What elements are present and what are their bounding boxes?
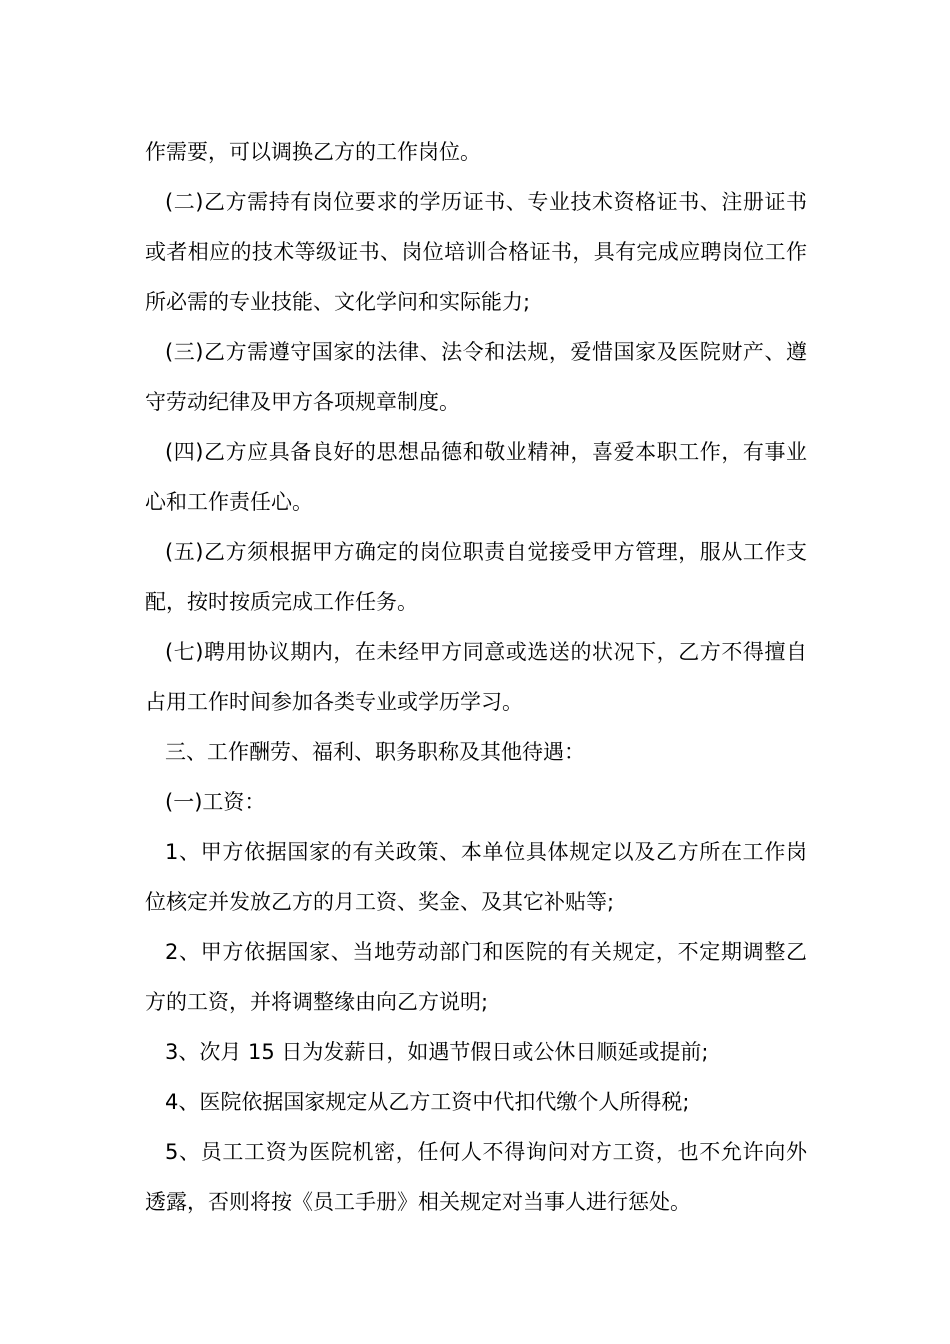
- wage-clause-4: 4、医院依据国家规定从乙方工资中代扣代缴个人所得税;: [165, 1090, 690, 1114]
- wage-clause-5: 5、员工工资为医院机密，任何人不得询问对方工资，也不允许向外透露，否则将按《员工手册》相关规定对当事人进行惩处。: [145, 1140, 807, 1214]
- section-heading-3: 三、工作酬劳、福利、职务职称及其他待遇：: [165, 740, 585, 764]
- wage-clause-3: 3、次月 15 日为发薪日，如遇节假日或公休日顺延或提前;: [165, 1040, 709, 1064]
- document-body: [145, 127, 807, 1227]
- paragraph-item-7: (七)聘用协议期内，在未经甲方同意或选送的状况下，乙方不得擅自占用工作时间参加各类专业或学历学习。: [145, 640, 807, 714]
- wage-clause-2: 2、甲方依据国家、当地劳动部门和医院的有关规定，不定期调整乙方的工资，并将调整缘由向乙方说明;: [145, 940, 807, 1014]
- subsection-heading-wages: (一)工资：: [165, 790, 266, 814]
- paragraph-item-4: (四)乙方应具备良好的思想品德和敬业精神，喜爱本职工作，有事业心和工作责任心。: [145, 440, 807, 514]
- paragraph-continuation: 作需要，可以调换乙方的工作岗位。: [145, 140, 481, 164]
- wage-clause-1: 1、甲方依据国家的有关政策、本单位具体规定以及乙方所在工作岗位核定并发放乙方的月工资、奖金、及其它补贴等;: [145, 840, 807, 914]
- paragraph-item-2: (二)乙方需持有岗位要求的学历证书、专业技术资格证书、注册证书或者相应的技术等级证书、岗位培训合格证书，具有完成应聘岗位工作所必需的专业技能、文化学问和实际能力;: [145, 190, 807, 314]
- paragraph-item-3: (三)乙方需遵守国家的法律、法令和法规，爱惜国家及医院财产、遵守劳动纪律及甲方各项规章制度。: [145, 340, 807, 414]
- paragraph-item-5: (五)乙方须根据甲方确定的岗位职责自觉接受甲方管理，服从工作支配，按时按质完成工作任务。: [145, 540, 807, 614]
